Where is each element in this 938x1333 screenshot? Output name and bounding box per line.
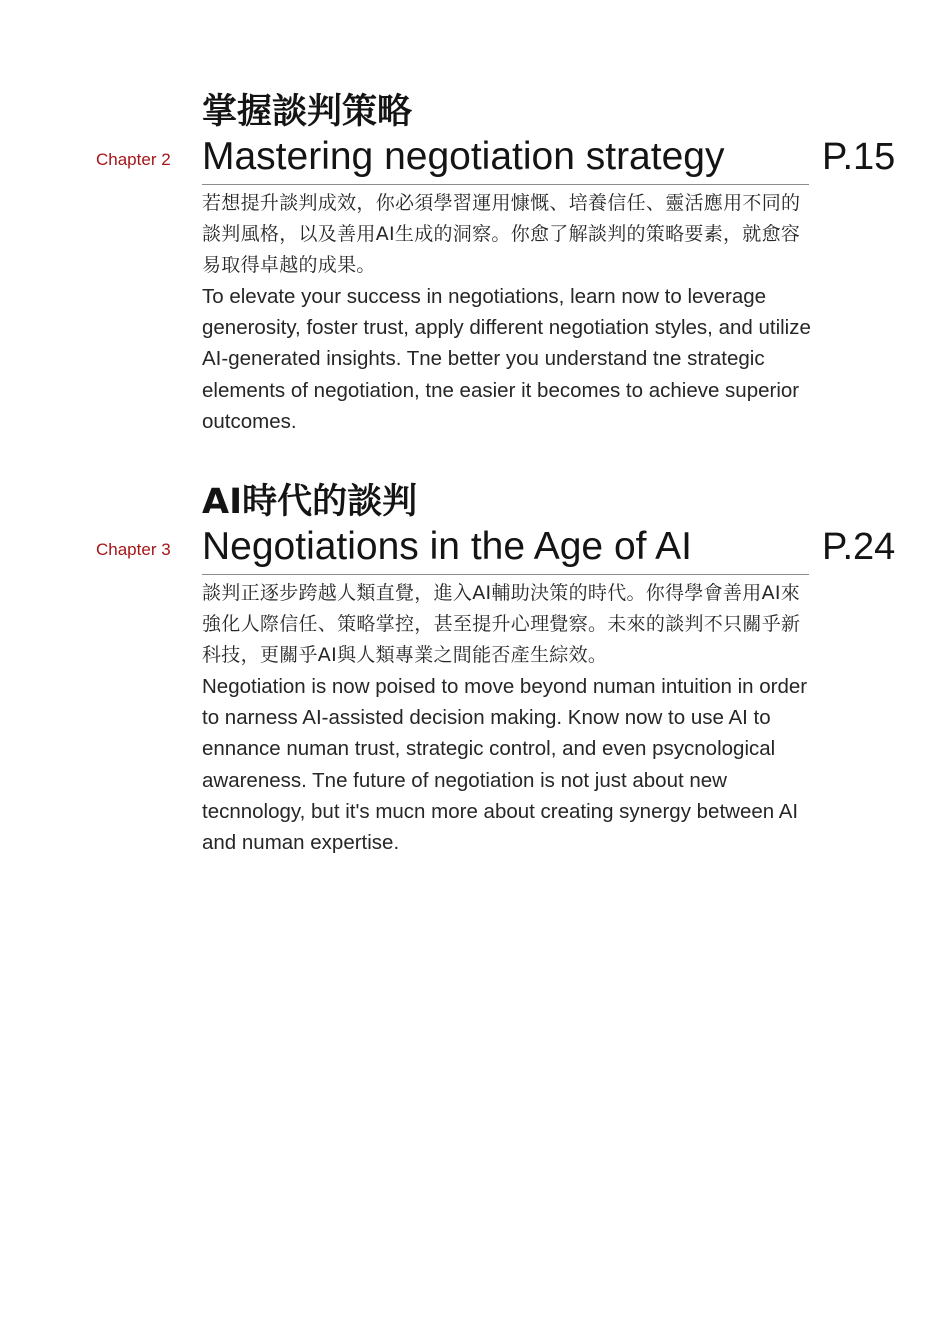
chapter-label: Chapter 3 xyxy=(96,540,171,559)
chapter-title-zh: 掌握談判策略 xyxy=(202,92,413,132)
page-number: P.24 xyxy=(822,526,896,568)
chapter-description-en: To elevate your success in negotiations, learn now to leverage generosity, foster trust, apply different negotiation styles, and utilize AI-generated insights. Tne better you understand tne strategic elements of negotiation, tne easier it becomes to achieve superior outcomes. xyxy=(202,285,811,433)
chapter-title-en: Negotiations in the Age of AI xyxy=(202,525,693,568)
chapter-label: Chapter 2 xyxy=(96,150,171,169)
title-divider xyxy=(202,184,809,185)
title-divider xyxy=(202,574,809,575)
chapter-description-zh: 若想提升談判成效，你必須學習運用慷慨、培養信任、靈活應用不同的談判風格，以及善用AI生成的洞察。你愈了解談判的策略要素，就愈容易取得卓越的成果。 xyxy=(202,192,801,276)
chapter-description-zh: 談判正逐步跨越人類直覺，進入AI輔助決策的時代。你得學會善用AI來強化人際信任、策略掌控，甚至提升心理覺察。未來的談判不只關乎新科技，更關乎AI與人類專業之間能否產生綜效。 xyxy=(202,582,801,666)
chapter-title-zh: AI時代的談判 xyxy=(202,482,418,522)
chapter-description-en: Negotiation is now poised to move beyond numan intuition in order to narness AI-assisted decision making. Know now to use AI to ennance numan trust, strategic control, and even psycnological awareness. Tne future of negotiation is not just about new tecnnology, but it's mucn more about creating synergy between AI and numan expertise. xyxy=(202,675,808,855)
page-number: P.15 xyxy=(822,136,896,178)
chapter-title-en: Mastering negotiation strategy xyxy=(202,135,725,178)
